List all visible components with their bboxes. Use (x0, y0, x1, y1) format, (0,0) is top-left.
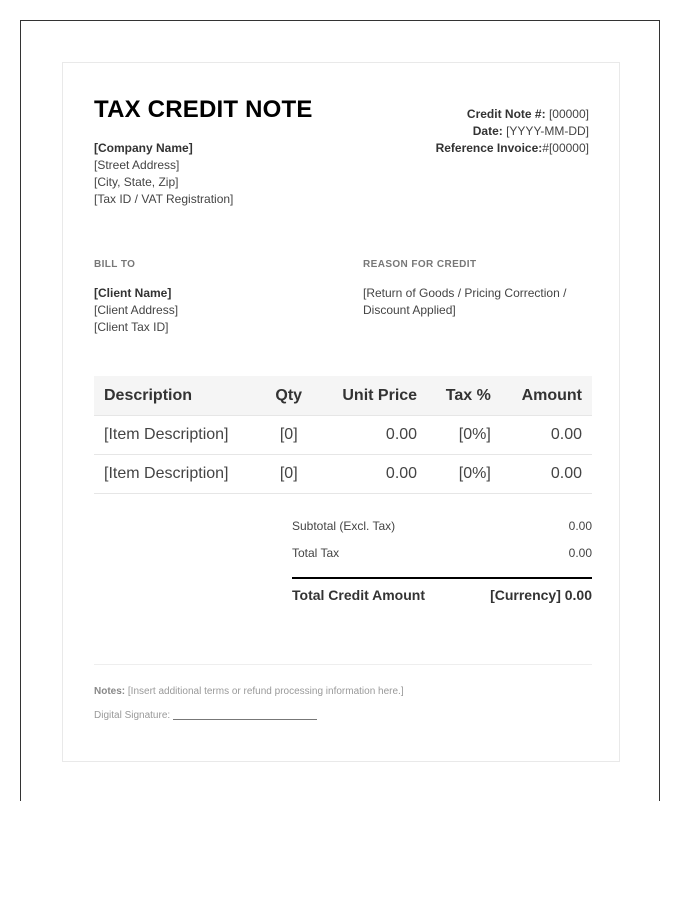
client-name: [Client Name] (94, 286, 172, 300)
date-value: [YYYY-MM-DD] (506, 124, 589, 138)
reference-invoice-value: #[00000] (542, 141, 589, 155)
notes-line (94, 686, 404, 697)
column-header-unit-price: Unit Price (320, 376, 427, 416)
item-unit-price: 0.00 (320, 455, 427, 494)
totals-block (292, 513, 592, 603)
item-tax: [0%] (427, 416, 501, 455)
reason-for-credit-text: [Return of Goods / Pricing Correction / Discount Applied] (363, 286, 567, 317)
reference-invoice-label: Reference Invoice: (435, 141, 543, 155)
total-credit-value: [Currency] 0.00 (490, 587, 592, 603)
bill-to-block (94, 285, 178, 336)
bill-to-label: BILL TO (94, 259, 136, 270)
total-tax-row (292, 540, 592, 567)
table-row (94, 416, 592, 455)
total-credit-row (292, 577, 592, 603)
reference-invoice (436, 140, 589, 157)
item-unit-price: 0.00 (320, 416, 427, 455)
credit-note-number-label: Credit Note #: (466, 107, 546, 121)
footer-divider (94, 664, 592, 665)
page-title: TAX CREDIT NOTE (94, 96, 313, 123)
company-tax-id: [Tax ID / VAT Registration] (94, 192, 234, 206)
date-label: Date: (472, 124, 503, 138)
reason-for-credit-label: REASON FOR CREDIT (363, 259, 477, 270)
signature-label: Digital Signature: (94, 710, 171, 721)
signature-line (94, 710, 317, 721)
line-items-table (94, 376, 592, 494)
column-header-tax: Tax % (427, 376, 501, 416)
column-header-amount: Amount (501, 376, 592, 416)
client-tax-id: [Client Tax ID] (94, 320, 169, 334)
credit-note-document (62, 62, 620, 762)
page-sheet (20, 20, 660, 801)
item-qty: [0] (258, 416, 320, 455)
credit-note-number (436, 106, 589, 123)
company-city: [City, State, Zip] (94, 175, 179, 189)
company-block (94, 140, 233, 208)
notes-label: Notes: (94, 686, 126, 697)
total-tax-value: 0.00 (568, 546, 592, 560)
client-address: [Client Address] (94, 303, 179, 317)
item-qty: [0] (258, 455, 320, 494)
notes-text: [Insert additional terms or refund processing information here.] (127, 686, 404, 697)
item-tax: [0%] (427, 455, 501, 494)
total-credit-label: Total Credit Amount (292, 587, 425, 603)
item-description: [Item Description] (94, 416, 258, 455)
item-amount: 0.00 (501, 416, 592, 455)
company-street: [Street Address] (94, 158, 180, 172)
total-tax-label: Total Tax (292, 546, 340, 560)
credit-note-number-value: [00000] (548, 107, 589, 121)
table-header-row (94, 376, 592, 416)
subtotal-row (292, 513, 592, 540)
table-row (94, 455, 592, 494)
subtotal-label: Subtotal (Excl. Tax) (292, 519, 396, 533)
subtotal-value: 0.00 (568, 519, 592, 533)
item-description: [Item Description] (94, 455, 258, 494)
document-meta (436, 106, 589, 157)
column-header-qty: Qty (258, 376, 320, 416)
item-amount: 0.00 (501, 455, 592, 494)
column-header-description: Description (94, 376, 258, 416)
company-name: [Company Name] (94, 141, 193, 155)
signature-field[interactable] (173, 719, 317, 720)
credit-note-date (436, 123, 589, 140)
